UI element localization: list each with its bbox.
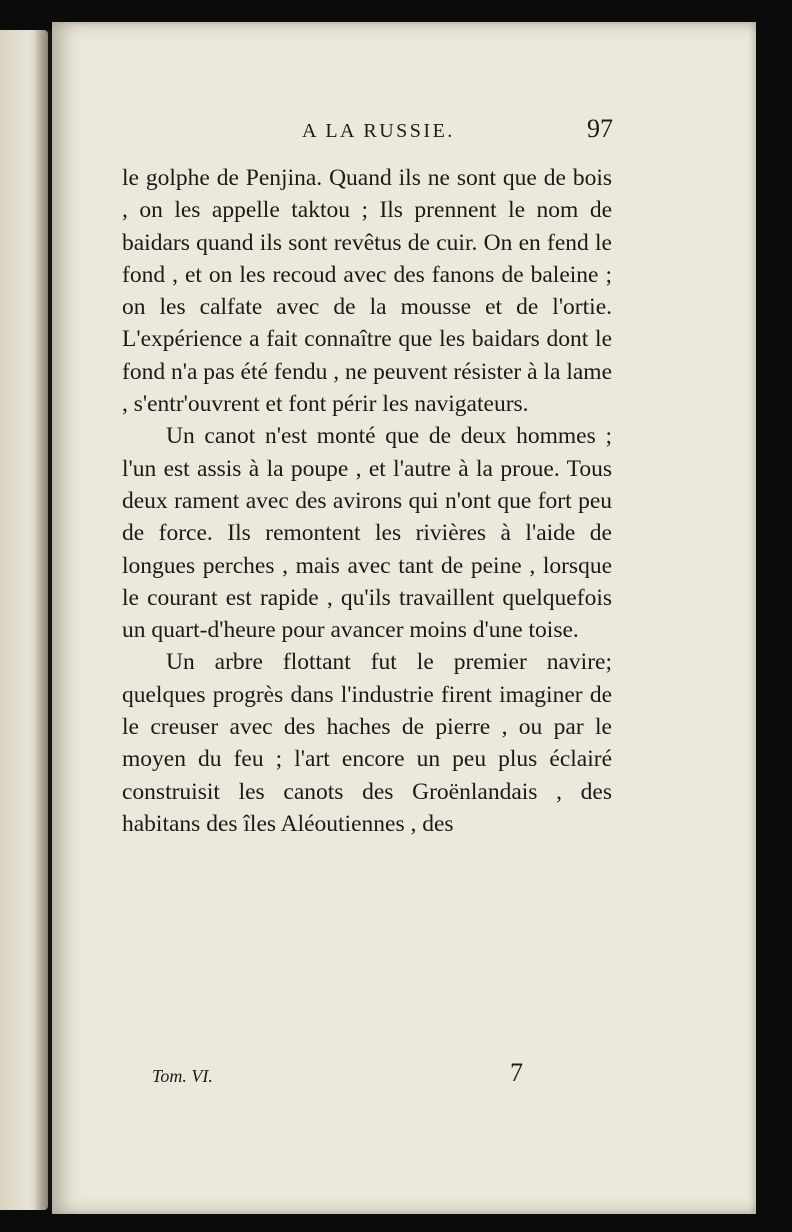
paragraph-3: Un arbre flottant fut le premier navire; quelques progrès dans l'industrie firent imaginer de le creuser avec des haches de pierre , ou par le moyen du feu ; l'art encore un peu plus éclairé construisit les canots des Groënlandais , des habitans des îles Aléoutiennes , des bbox=[122, 649, 612, 837]
paragraph-1: le golphe de Penjina. Quand ils ne sont que de bois , on les appelle taktou ; Ils prennent le nom de baidars quand ils sont revêtus de cuir. On en fend le fond , et on les recoud avec des fanons de baleine ; on les calfate avec de la mousse et de l'ortie. L'expérience a fait connaître que les baidars dont le fond n'a pas été fendu , ne peuvent résister à la lame , s'entr'ouvrent et font périr les navigateurs. bbox=[122, 165, 612, 418]
paragraph-2: Un canot n'est monté que de deux hommes ; l'un est assis à la poupe , et l'autre à la proue. Tous deux rament avec des avirons qui n'ont que fort peu de force. Ils remontent les rivières à l'aide de longues perches , mais avec tant de peine , lorsque le courant est rapide , qu'ils travaillent quelquefois un quart-d'heure pour avancer moins d'une toise. bbox=[122, 423, 612, 644]
page-body bbox=[122, 162, 612, 840]
volume-mark: Tom. VI. bbox=[152, 1066, 213, 1086]
page-number: 97 bbox=[587, 114, 613, 143]
scan-border bbox=[756, 18, 792, 1218]
running-head-title: A LA RUSSIE. bbox=[302, 120, 455, 142]
signature-mark: 7 bbox=[510, 1058, 523, 1087]
page-footer bbox=[52, 1058, 756, 1098]
book-page bbox=[52, 22, 756, 1214]
running-head bbox=[52, 114, 756, 160]
